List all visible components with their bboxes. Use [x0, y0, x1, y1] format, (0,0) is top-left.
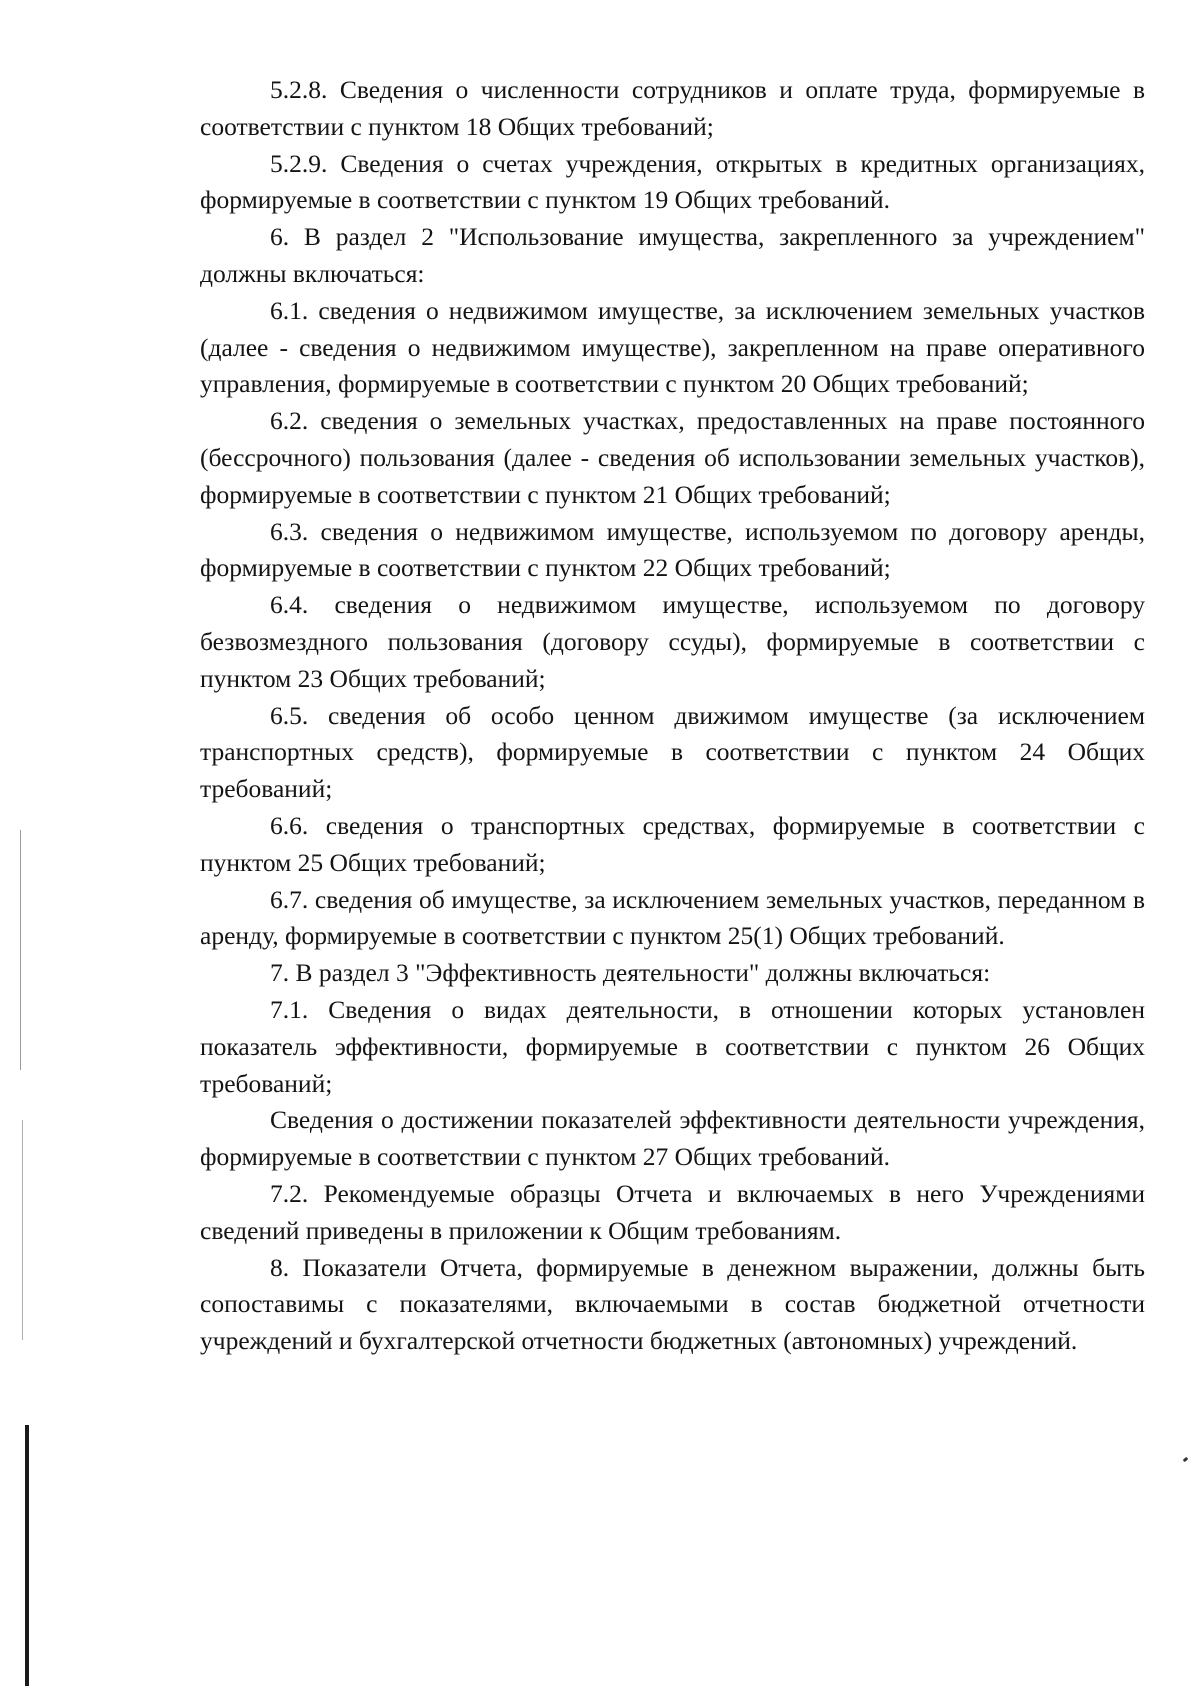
paragraph-7-1-cont: Сведения о достижении показателей эффективности деятельности учреждения, формируемые в соответствии с пунктом 27 Общих требований. — [200, 1105, 1145, 1172]
paragraph-5-2-9: 5.2.9. Сведения о счетах учреждения, открытых в кредитных организациях, формируемые в соответствии с пунктом 19 Общих требований. — [200, 148, 1145, 215]
paragraph-6-6: 6.6. сведения о транспортных средствах, формируемые в соответствии с пунктом 25 Общих требований; — [200, 810, 1145, 877]
paragraph-6: 6. В раздел 2 "Использование имущества, закрепленного за учреждением" должны включаться: — [200, 222, 1145, 288]
paragraph-6-1: 6.1. сведения о недвижимом имуществе, за исключением земельных участков (далее - сведения о недвижимом имуществе), закрепленном на праве оперативного управления, формируемые в соответствии с пунктом 20 Общих требований; — [200, 295, 1145, 399]
paragraph-6-3: 6.3. сведения о недвижимом имуществе, используемом по договору аренды, формируемые в соответствии с пунктом 22 Общих требований; — [200, 516, 1145, 583]
paragraph-6-5: 6.5. сведения об особо ценном движимом имуществе (за исключением транспортных средств), формируемые в соответствии с пунктом 24 Общих требований; — [200, 700, 1145, 804]
paragraph-7-1: 7.1. Сведения о видах деятельности, в отношении которых установлен показатель эффективности, формируемые в соответствии с пунктом 26 Общих требований; — [200, 994, 1145, 1098]
paragraph-6-2: 6.2. сведения о земельных участках, предоставленных на праве постоянного (бессрочного) пользования (далее - сведения об использовании земельных участков), формируемые в соответствии с пунктом 21 Общих требований; — [200, 406, 1145, 509]
document-body — [200, 72, 1145, 1360]
paragraph-7-2: 7.2. Рекомендуемые образцы Отчета и включаемых в него Учреждениями сведений приведены в приложении к Общим требованиям. — [200, 1178, 1145, 1245]
scan-edge-shadow — [25, 1425, 29, 1686]
paragraph-8: 8. Показатели Отчета, формируемые в денежном выражении, должны быть сопоставимы с показателями, включаемыми в состав бюджетной отчетности учреждений и бухгалтерской отчетности бюджетных (автономных) учреждений. — [200, 1252, 1145, 1356]
paragraph-6-7: 6.7. сведения об имуществе, за исключением земельных участков, переданном в аренду, формируемые в соответствии с пунктом 25(1) Общих требований. — [200, 884, 1145, 951]
scan-edge-line — [22, 1120, 23, 1340]
paragraph-7: 7. В раздел 3 "Эффективность деятельности" должны включаться: — [270, 958, 991, 988]
scan-edge-line — [20, 830, 21, 1070]
scan-speck — [1183, 1457, 1189, 1463]
paragraph-5-2-8: 5.2.8. Сведения о численности сотрудников и оплате труда, формируемые в соответствии с пунктом 18 Общих требований; — [200, 75, 1145, 141]
paragraph-6-4: 6.4. сведения о недвижимом имуществе, используемом по договору безвозмездного пользования (договору ссуды), формируемые в соответствии с пунктом 23 Общих требований; — [200, 590, 1145, 693]
